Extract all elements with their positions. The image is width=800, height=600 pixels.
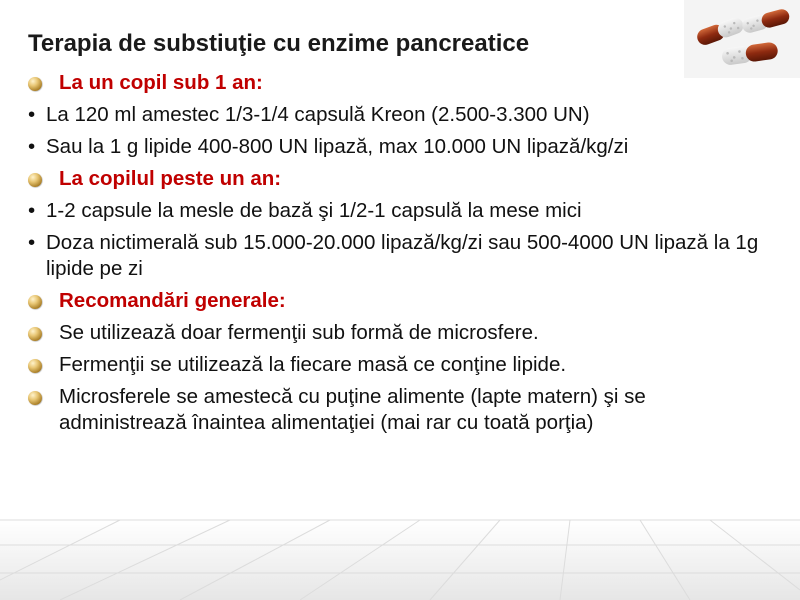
- list-item: • Doza nictimerală sub 15.000-20.000 lipază/kg/zi sau 500-4000 UN lipază la 1g lipide pe zi: [28, 231, 759, 280]
- bullet-icon: [28, 295, 42, 309]
- bullet-marker: •: [28, 135, 36, 158]
- bullet-icon: [28, 327, 42, 341]
- section-heading: Recomandări generale:: [28, 288, 768, 314]
- list-item: Microsferele se amestecă cu puţine alimente (lapte matern) şi se administrează înaintea alimentaţiei (mai rar cu toată porţia): [28, 384, 768, 436]
- slide-body: [28, 68, 768, 442]
- list-item: • La 120 ml amestec 1/3-1/4 capsulă Kreon (2.500-3.300 UN): [28, 103, 590, 126]
- bullet-icon: [28, 173, 42, 187]
- slide-title: Terapia de substiuţie cu enzime pancreatice: [28, 30, 530, 57]
- bullet-icon: [28, 391, 42, 405]
- bullet-marker: •: [28, 199, 36, 222]
- list-item: Fermenţii se utilizează la fiecare masă ce conţine lipide.: [28, 352, 768, 378]
- list-item: • Sau la 1 g lipide 400-800 UN lipază, max 10.000 UN lipază/kg/zi: [28, 135, 629, 158]
- section-heading: La un copil sub 1 an:: [28, 70, 768, 96]
- bullet-marker: •: [28, 103, 36, 126]
- list-item: • 1-2 capsule la mesle de bază şi 1/2-1 capsulă la mese mici: [28, 199, 582, 222]
- list-item: Se utilizează doar fermenţii sub formă de microsfere.: [28, 320, 768, 346]
- bullet-icon: [28, 77, 42, 91]
- enzyme-capsules-image: [684, 0, 800, 78]
- section-heading: La copilul peste un an:: [28, 166, 768, 192]
- bullet-icon: [28, 359, 42, 373]
- bullet-marker: •: [28, 231, 36, 254]
